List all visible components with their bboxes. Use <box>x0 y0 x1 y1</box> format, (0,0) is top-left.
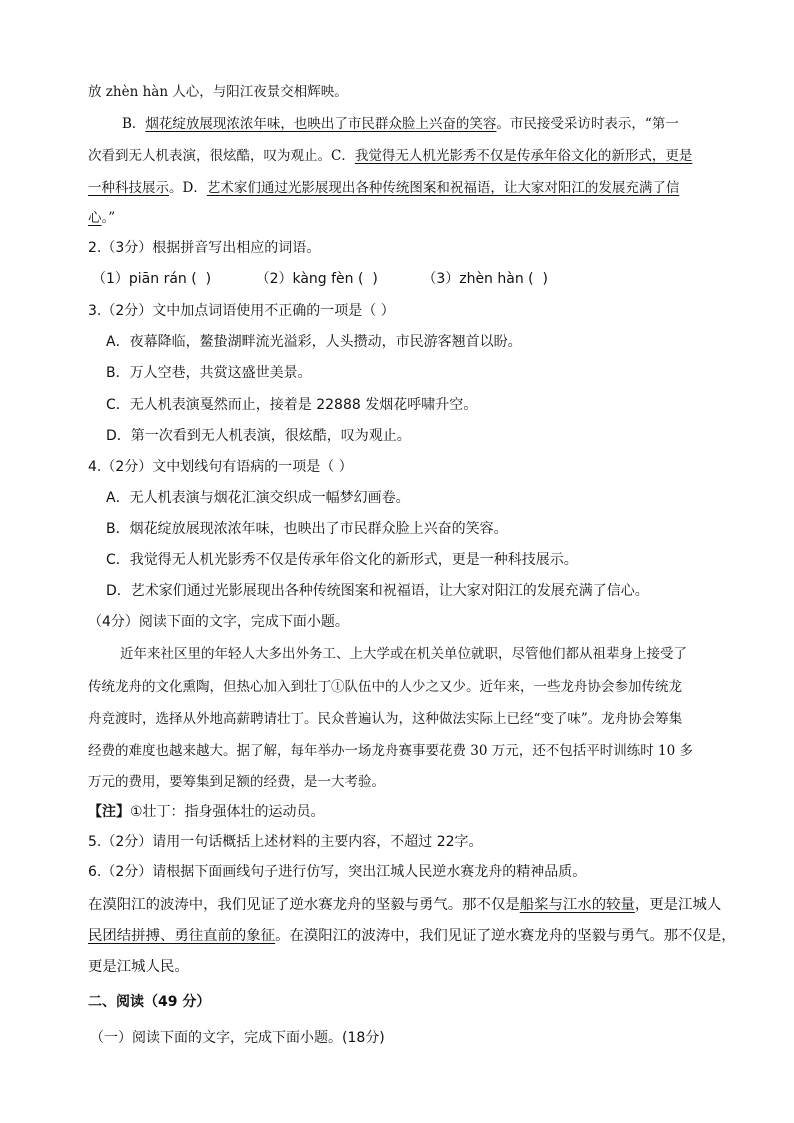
section-2-title: 二、阅读（49 分） <box>88 994 211 1010</box>
note-label: 【注】 <box>88 804 130 820</box>
underlined-phrase-2: 民团结拼搏、勇往直前的象征 <box>88 928 276 944</box>
question-6-line-1 <box>88 895 721 915</box>
imitation-text: 。在漠阳江的波涛中，我们见证了逆水赛龙舟的坚毅与勇气。那不仅是， <box>275 928 736 944</box>
material-line-2: 传统龙舟的文化熏陶，但热心加入到壮丁①队伍中的人少之又少。近年来，一些龙舟协会参加传统龙 <box>88 679 682 695</box>
passage-line-5 <box>88 208 115 228</box>
reading-intro: （4分）阅读下面的文字，完成下面小题。 <box>88 614 349 630</box>
question-4-option-d: D．艺术家们通过光影展现出各种传统图案和祝福语，让大家对阳江的发展充满了信心。 <box>106 583 649 599</box>
question-6-line-3: 更是江城人民。 <box>88 959 189 975</box>
question-3-option-d: D．第一次看到无人机表演，很炫酷，叹为观止。 <box>106 428 411 444</box>
question-6-line-2 <box>88 926 736 946</box>
note-text: ①壮丁：指身强体壮的运动员。 <box>130 804 325 820</box>
passage-text: 次看到无人机表演，很炫酷，叹为观止。C． <box>88 148 355 164</box>
passage-line-2 <box>122 114 679 134</box>
underlined-sentence-c-end: 一种科技展示 <box>88 180 169 196</box>
question-3-stem: 3.（2分）文中加点词语使用不正确的一项是（ ） <box>88 303 395 319</box>
question-6-stem: 6.（2分）请根据下面画线句子进行仿写，突出江城人民逆水赛龙舟的精神品质。 <box>88 864 587 880</box>
section-2-subsection: （一）阅读下面的文字，完成下面小题。(18分) <box>90 1030 385 1046</box>
passage-text: 。D． <box>169 180 207 196</box>
note <box>88 802 325 822</box>
underlined-sentence-d-end: 心 <box>88 210 102 226</box>
question-4-option-c: C．我觉得无人机光影秀不仅是传承年俗文化的新形式，更是一种科技展示。 <box>106 552 578 568</box>
underlined-sentence-b: 烟花绽放展现浓浓年味，也映出了市民群众脸上兴奋的笑容 <box>145 116 497 132</box>
question-5-stem: 5.（2分）请用一句话概括上述材料的主要内容，不超过 22字。 <box>88 834 483 850</box>
underlined-sentence-d: 艺术家们通过光影展现出各种传统图案和祝福语，让大家对阳江的发展充满了信 <box>206 180 680 196</box>
imitation-text: ，更是江城人 <box>634 897 722 913</box>
question-4-option-b: B．烟花绽放展现浓浓年味，也映出了市民群众脸上兴奋的笑容。 <box>106 521 508 537</box>
question-2-items: （1）piān rán ( ) （2）kàng fèn ( ) （3）zhèn hàn ( ) <box>92 271 548 287</box>
passage-line-1: 放 zhèn hàn 人心，与阳江夜景交相辉映。 <box>88 84 348 100</box>
material-line-3: 舟竞渡时，选择从外地高薪聘请壮丁。民众普遍认为，这种做法实际上已经“变了味”。龙舟协会筹集 <box>88 711 683 727</box>
question-2-stem: 2.（3分）根据拼音写出相应的词语。 <box>88 240 321 256</box>
material-line-1: 近年来社区里的年轻人大多出外务工、上大学或在机关单位就职，尽管他们都从祖辈身上接受了 <box>120 646 687 662</box>
passage-line-3 <box>88 146 692 166</box>
question-4-stem: 4.（2分）文中划线句有语病的一项是（ ） <box>88 459 353 475</box>
underlined-phrase-1: 船桨与江水的较量 <box>519 897 635 913</box>
material-line-4: 经费的难度也越来越大。据了解，每年举办一场龙舟赛事要花费 30 万元，还不包括平时训练时 10 多 <box>88 743 694 759</box>
passage-text: 。市民接受采访时表示，“第一 <box>496 116 679 132</box>
question-3-option-a: A．夜幕降临，鳌蛰湖畔流光溢彩，人头攒动，市民游客翘首以盼。 <box>106 334 522 350</box>
imitation-text: 在漠阳江的波涛中，我们见证了逆水赛龙舟的坚毅与勇气。那不仅是 <box>88 897 520 913</box>
passage-line-4 <box>88 178 679 198</box>
underlined-sentence-c: 我觉得无人机光影秀不仅是传承年俗文化的新形式，更是 <box>354 148 693 164</box>
option-b-label: B． <box>122 116 146 132</box>
passage-text: 。” <box>101 210 116 226</box>
question-3-option-c: C．无人机表演戛然而止，接着是 22888 发烟花呼啸升空。 <box>106 397 478 413</box>
question-3-option-b: B．万人空巷，共赏这盛世美景。 <box>106 365 312 381</box>
material-line-5: 万元的费用，要筹集到足额的经费，是一大考验。 <box>88 774 385 790</box>
question-4-option-a: A．无人机表演与烟花汇演交织成一幅梦幻画卷。 <box>106 490 410 506</box>
